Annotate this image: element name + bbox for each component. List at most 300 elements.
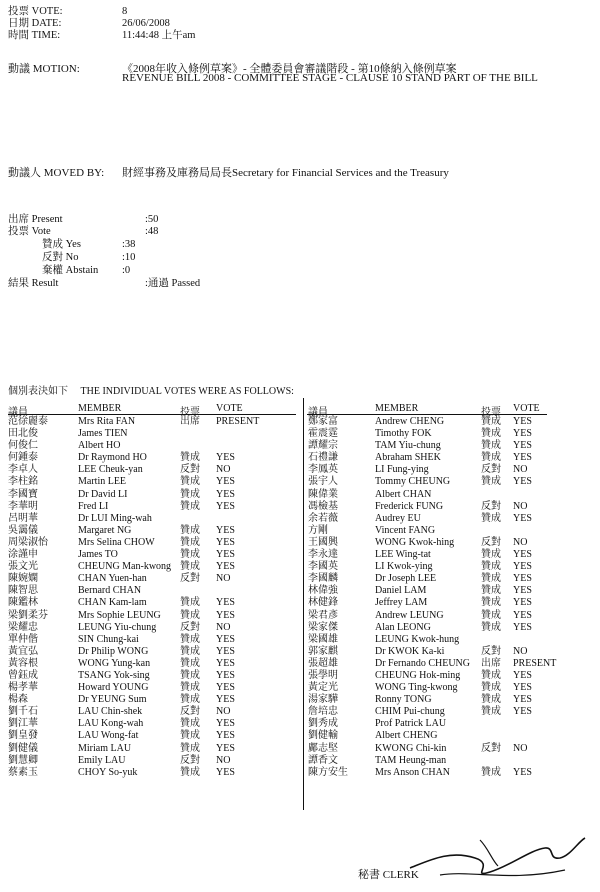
left-table-row	[8, 501, 298, 513]
right-table-row	[308, 440, 598, 452]
member-name-zh: 李國寶	[8, 488, 38, 500]
member-name-zh: 林健鋒	[308, 597, 338, 609]
vote-zh: 贊成	[481, 452, 501, 464]
member-name: CHEUNG Hok-ming	[375, 669, 461, 681]
member-name: Albert CHAN	[375, 488, 432, 500]
vote: YES	[513, 682, 532, 694]
right-table-row	[308, 610, 598, 622]
left-table-row	[8, 682, 298, 694]
vote-zh: 贊成	[481, 682, 501, 694]
member-name: LAU Kong-wah	[78, 718, 144, 730]
vote: PRESENT	[216, 416, 260, 427]
member-name-zh: 劉健儀	[8, 742, 38, 754]
member-name-zh: 何俊仁	[8, 440, 38, 452]
col-header-vote-zh: 投票	[180, 407, 200, 418]
vote: YES	[216, 669, 235, 681]
vote: YES	[513, 694, 532, 706]
member-name-zh: 何鍾泰	[8, 452, 38, 464]
vote: YES	[513, 585, 532, 597]
vote: NO	[513, 500, 528, 512]
left-table-row	[8, 489, 298, 501]
member-name: Tommy CHEUNG	[375, 476, 451, 488]
vote: YES	[216, 633, 235, 645]
vote: YES	[216, 766, 235, 778]
member-name-zh: 楊孝華	[8, 682, 38, 694]
vote: NO	[513, 464, 528, 476]
vote: YES	[216, 536, 235, 548]
left-table-row	[8, 755, 298, 767]
left-table-row	[8, 525, 298, 537]
vote-number-label: 投票 VOTE:	[8, 6, 63, 17]
vote-zh: 贊成	[481, 597, 501, 609]
member-name: LEE Cheuk-yan	[78, 464, 143, 476]
vote: NO	[513, 742, 528, 754]
vote-zh: 贊成	[180, 718, 200, 730]
member-name: Alan LEONG	[375, 621, 431, 633]
member-name: Dr Raymond HO	[78, 452, 147, 464]
right-table-row	[308, 622, 598, 634]
member-name-zh: 周梁淑怡	[8, 536, 48, 548]
vote-zh: 反對	[180, 464, 200, 476]
member-name-zh: 蔡素玉	[8, 766, 38, 778]
right-table-row	[308, 634, 598, 646]
member-name-zh: 王國興	[308, 536, 338, 548]
member-name: Howard YOUNG	[78, 682, 149, 694]
member-name: Dr KWOK Ka-ki	[375, 645, 445, 657]
member-name: LAU Wong-fat	[78, 730, 139, 742]
member-name-zh: 方剛	[308, 524, 328, 536]
col-header-vote: VOTE	[216, 403, 243, 414]
abstain-label: 棄權 Abstain	[42, 265, 99, 276]
vote-zh: 反對	[180, 621, 200, 633]
left-table-row	[8, 646, 298, 658]
member-name: TSANG Yok-sing	[78, 669, 150, 681]
member-name: TAM Yiu-chung	[375, 440, 441, 452]
vote: YES	[513, 452, 532, 464]
member-name: Dr David LI	[78, 488, 128, 500]
left-table-row	[8, 706, 298, 718]
vote: YES	[513, 609, 532, 621]
vote-zh: 贊成	[481, 585, 501, 597]
vote-zh: 反對	[180, 573, 200, 585]
member-name-zh: 李卓人	[8, 464, 38, 476]
no-label: 反對 No	[42, 252, 79, 263]
member-name: LI Kwok-ying	[375, 561, 433, 573]
vote: YES	[216, 561, 235, 573]
vote-zh: 反對	[481, 645, 501, 657]
table-header-rule-right	[307, 414, 547, 415]
vote: YES	[216, 694, 235, 706]
left-table-row	[8, 549, 298, 561]
member-name-zh: 單仲偕	[8, 633, 38, 645]
motion-title-en: REVENUE BILL 2008 - COMMITTEE STAGE - CLAUSE 10 STAND PART OF THE BILL	[122, 72, 538, 84]
vote-zh: 贊成	[180, 609, 200, 621]
member-name-zh: 張學明	[308, 669, 338, 681]
col-header-member-zh-right: 議員	[308, 407, 328, 418]
vote-zh: 贊成	[180, 524, 200, 536]
votes-table-right	[308, 416, 598, 779]
member-name: CHIM Pui-chung	[375, 706, 445, 718]
member-name-zh: 梁耀忠	[8, 621, 38, 633]
member-name: WONG Ting-kwong	[375, 682, 458, 694]
right-table-row	[308, 706, 598, 718]
vote: YES	[216, 718, 235, 730]
right-table-row	[308, 416, 598, 428]
member-name: CHEUNG Man-kwong	[78, 561, 172, 573]
member-name-zh: 陳方安生	[308, 766, 348, 778]
vote: YES	[216, 742, 235, 754]
vote: YES	[216, 488, 235, 500]
vote-zh: 贊成	[180, 633, 200, 645]
member-name-zh: 郭家麒	[308, 645, 338, 657]
left-table-row	[8, 743, 298, 755]
right-table-row	[308, 464, 598, 476]
member-name-zh: 李鳳英	[308, 464, 338, 476]
member-name-zh: 呂明華	[8, 512, 38, 524]
present-value: :50	[145, 214, 159, 225]
right-table-row	[308, 513, 598, 525]
member-name-zh: 劉健輸	[308, 730, 338, 742]
vote-zh: 贊成	[180, 657, 200, 669]
vote-zh: 贊成	[180, 476, 200, 488]
member-name-zh: 曾鈺成	[8, 669, 38, 681]
vote-zh: 贊成	[180, 488, 200, 500]
member-name: Albert HO	[78, 440, 121, 452]
result-label: 結果 Result	[8, 278, 59, 289]
member-name: Dr YEUNG Sum	[78, 694, 147, 706]
left-table-row	[8, 440, 298, 452]
vote-zh: 贊成	[481, 609, 501, 621]
vote-zh: 反對	[481, 742, 501, 754]
right-table-row	[308, 767, 598, 779]
right-table-row	[308, 501, 598, 513]
votes-table-left	[8, 416, 298, 779]
member-name: Vincent FANG	[375, 524, 436, 536]
date-value: 26/06/2008	[122, 18, 170, 29]
vote-zh: 贊成	[180, 536, 200, 548]
right-table-row	[308, 585, 598, 597]
member-name: Abraham SHEK	[375, 452, 441, 464]
member-name: Andrew LEUNG	[375, 609, 444, 621]
vote-count-label: 投票 Vote	[8, 226, 51, 237]
member-name-zh: 黃宜弘	[8, 645, 38, 657]
member-name-zh: 余若薇	[308, 512, 338, 524]
vote: YES	[216, 524, 235, 536]
vote-zh: 贊成	[481, 573, 501, 585]
vote-zh: 出席	[481, 657, 501, 669]
moved-by-label: 動議人 MOVED BY:	[8, 167, 105, 179]
vote: YES	[216, 730, 235, 742]
member-name-zh: 李國英	[308, 561, 338, 573]
member-name-zh: 譚耀宗	[308, 440, 338, 452]
right-table-row	[308, 646, 598, 658]
present-label: 出席 Present	[8, 214, 63, 225]
vote-zh: 贊成	[180, 669, 200, 681]
time-value: 11:44:48 上午am	[122, 30, 196, 41]
member-name: Fred LI	[78, 500, 109, 512]
vote-zh: 贊成	[180, 561, 200, 573]
vote: YES	[216, 645, 235, 657]
vote-zh: 贊成	[180, 742, 200, 754]
vote: NO	[216, 754, 231, 766]
left-table-row	[8, 597, 298, 609]
vote-number-value: 8	[122, 6, 128, 17]
member-name: Jeffrey LAM	[375, 597, 428, 609]
member-name: Mrs Sophie LEUNG	[78, 609, 161, 621]
member-name: Dr LUI Ming-wah	[78, 512, 152, 524]
vote: YES	[513, 561, 532, 573]
vote: YES	[216, 500, 235, 512]
member-name-zh: 劉江華	[8, 718, 38, 730]
member-name-zh: 陳偉業	[308, 488, 338, 500]
member-name: SIN Chung-kai	[78, 633, 139, 645]
member-name-zh: 梁家傑	[308, 621, 338, 633]
vote-zh: 反對	[180, 706, 200, 718]
member-name-zh: 詹培忠	[308, 706, 338, 718]
member-name-zh: 鄭家富	[308, 416, 338, 427]
vote: YES	[513, 621, 532, 633]
member-name: Albert CHENG	[375, 730, 438, 742]
vote-zh: 贊成	[481, 561, 501, 573]
vote: YES	[513, 573, 532, 585]
left-table-row	[8, 718, 298, 730]
right-table-row	[308, 755, 598, 767]
vote-zh: 贊成	[481, 766, 501, 778]
table-column-divider	[303, 398, 304, 810]
member-name-zh: 黃定光	[308, 682, 338, 694]
member-name: Martin LEE	[78, 476, 127, 488]
vote-zh: 贊成	[180, 597, 200, 609]
member-name-zh: 劉慧卿	[8, 754, 38, 766]
vote: YES	[216, 609, 235, 621]
member-name: James TIEN	[78, 428, 128, 440]
left-table-row	[8, 730, 298, 742]
right-table-row	[308, 525, 598, 537]
member-name: WONG Kwok-hing	[375, 536, 455, 548]
right-table-row	[308, 573, 598, 585]
left-table-row	[8, 670, 298, 682]
vote-zh: 贊成	[481, 416, 501, 427]
left-table-row	[8, 658, 298, 670]
member-name-zh: 陳婉嫻	[8, 573, 38, 585]
member-name: LAU Chin-shek	[78, 706, 143, 718]
member-name: Ronny TONG	[375, 694, 432, 706]
vote: YES	[513, 440, 532, 452]
member-name-zh: 鄺志堅	[308, 742, 338, 754]
right-table-row	[308, 694, 598, 706]
member-name: LEUNG Kwok-hung	[375, 633, 460, 645]
left-table-row	[8, 428, 298, 440]
left-table-row	[8, 513, 298, 525]
right-table-row	[308, 428, 598, 440]
right-table-row	[308, 597, 598, 609]
col-header-member-right: MEMBER	[375, 403, 419, 414]
member-name: CHAN Yuen-han	[78, 573, 147, 585]
result-value: :通過 Passed	[145, 278, 201, 289]
right-table-row	[308, 682, 598, 694]
vote-zh: 贊成	[180, 549, 200, 561]
left-table-row	[8, 610, 298, 622]
left-table-row	[8, 537, 298, 549]
right-table-row	[308, 670, 598, 682]
yes-label: 贊成 Yes	[42, 239, 81, 250]
vote-zh: 贊成	[481, 669, 501, 681]
member-name-zh: 李國麟	[308, 573, 338, 585]
member-name: Margaret NG	[78, 524, 132, 536]
vote: NO	[513, 536, 528, 548]
member-name-zh: 梁國雄	[308, 633, 338, 645]
vote: NO	[216, 464, 231, 476]
vote: YES	[513, 512, 532, 524]
vote-zh: 反對	[481, 464, 501, 476]
motion-label: 動議 MOTION:	[8, 63, 80, 75]
right-table-row	[308, 489, 598, 501]
vote: YES	[216, 452, 235, 464]
member-name-zh: 黃容根	[8, 657, 38, 669]
member-name: Prof Patrick LAU	[375, 718, 447, 730]
member-name: Frederick FUNG	[375, 500, 444, 512]
vote-zh: 贊成	[180, 645, 200, 657]
vote: YES	[216, 597, 235, 609]
member-name-zh: 楊森	[8, 694, 28, 706]
right-table-row	[308, 549, 598, 561]
member-name-zh: 李柱銘	[8, 476, 38, 488]
member-name-zh: 林偉強	[308, 585, 338, 597]
vote: YES	[513, 597, 532, 609]
left-table-row	[8, 622, 298, 634]
vote-zh: 贊成	[481, 694, 501, 706]
member-name-zh: 陳智思	[8, 585, 38, 597]
member-name-zh: 霍震霆	[308, 428, 338, 440]
left-table-row	[8, 573, 298, 585]
vote-zh: 贊成	[180, 452, 200, 464]
individual-votes-title: 個別表決如下 THE INDIVIDUAL VOTES WERE AS FOLLOWS:	[8, 386, 294, 397]
vote-zh: 反對	[481, 500, 501, 512]
right-table-row	[308, 561, 598, 573]
member-name: LI Fung-ying	[375, 464, 429, 476]
vote-zh: 贊成	[481, 428, 501, 440]
member-name: KWONG Chi-kin	[375, 742, 447, 754]
right-table-row	[308, 476, 598, 488]
right-table-row	[308, 718, 598, 730]
col-header-vote-zh-right: 投票	[481, 407, 501, 418]
left-table-row	[8, 694, 298, 706]
vote-zh: 贊成	[180, 682, 200, 694]
vote-zh: 贊成	[180, 694, 200, 706]
vote-zh: 贊成	[180, 730, 200, 742]
vote-zh: 反對	[481, 536, 501, 548]
vote-zh: 贊成	[481, 549, 501, 561]
member-name-zh: 梁劉柔芬	[8, 609, 48, 621]
left-table-row	[8, 561, 298, 573]
left-table-row	[8, 634, 298, 646]
vote-zh: 贊成	[481, 512, 501, 524]
vote: NO	[216, 706, 231, 718]
member-name: CHOY So-yuk	[78, 766, 138, 778]
time-label: 時間 TIME:	[8, 30, 61, 41]
member-name: Mrs Selina CHOW	[78, 536, 155, 548]
vote: NO	[216, 573, 231, 585]
left-table-row	[8, 452, 298, 464]
motion-title-zh: 《2008年收入條例草案》- 全體委員會審議階段 - 第10條納入條例草案	[122, 63, 457, 75]
vote-zh: 贊成	[481, 621, 501, 633]
member-name: TAM Heung-man	[375, 754, 447, 766]
member-name-zh: 吳靄儀	[8, 524, 38, 536]
vote-zh: 出席	[180, 416, 200, 427]
member-name-zh: 梁君彥	[308, 609, 338, 621]
left-table-row	[8, 416, 298, 428]
member-name-zh: 田北俊	[8, 428, 38, 440]
vote: YES	[513, 549, 532, 561]
member-name: Mrs Anson CHAN	[375, 766, 451, 778]
right-table-row	[308, 743, 598, 755]
member-name: Dr Fernando CHEUNG	[375, 657, 470, 669]
col-header-member-zh: 議員	[8, 407, 28, 418]
right-table-row	[308, 658, 598, 670]
member-name-zh: 陳鑑林	[8, 597, 38, 609]
member-name-zh: 劉千石	[8, 706, 38, 718]
member-name: Mrs Rita FAN	[78, 416, 136, 427]
abstain-value: :0	[122, 265, 131, 276]
vote-zh: 贊成	[481, 440, 501, 452]
vote-count-value: :48	[145, 226, 159, 237]
vote-zh: 贊成	[180, 500, 200, 512]
member-name: Dr Philip WONG	[78, 645, 149, 657]
member-name: WONG Yung-kan	[78, 657, 151, 669]
left-table-row	[8, 767, 298, 779]
member-name-zh: 張超雄	[308, 657, 338, 669]
right-table-row	[308, 537, 598, 549]
member-name-zh: 石禮謙	[308, 452, 338, 464]
member-name: Bernard CHAN	[78, 585, 142, 597]
vote: YES	[216, 549, 235, 561]
member-name-zh: 張宇人	[308, 476, 338, 488]
vote: YES	[216, 682, 235, 694]
member-name-zh: 譚香文	[308, 754, 338, 766]
vote-zh: 贊成	[481, 706, 501, 718]
vote: YES	[513, 476, 532, 488]
vote: NO	[513, 645, 528, 657]
vote: YES	[513, 766, 532, 778]
member-name: Timothy FOK	[375, 428, 432, 440]
no-value: :10	[122, 252, 136, 263]
vote: YES	[513, 706, 532, 718]
vote: NO	[216, 621, 231, 633]
vote: YES	[513, 669, 532, 681]
vote: YES	[513, 416, 532, 427]
member-name: LEUNG Yiu-chung	[78, 621, 157, 633]
right-table-row	[308, 452, 598, 464]
member-name-zh: 范徐麗泰	[8, 416, 48, 427]
member-name-zh: 張文光	[8, 561, 38, 573]
member-name: James TO	[78, 549, 118, 561]
vote: PRESENT	[513, 657, 557, 669]
vote-zh: 贊成	[180, 766, 200, 778]
vote: YES	[513, 428, 532, 440]
member-name: LEE Wing-tat	[375, 549, 431, 561]
table-header-rule-left	[8, 414, 296, 415]
vote: YES	[216, 657, 235, 669]
col-header-vote-right: VOTE	[513, 403, 540, 414]
member-name: Daniel LAM	[375, 585, 427, 597]
member-name: Emily LAU	[78, 754, 126, 766]
vote: YES	[216, 476, 235, 488]
clerk-label: 秘書 CLERK	[358, 869, 419, 881]
member-name-zh: 劉秀成	[308, 718, 338, 730]
member-name-zh: 馮檢基	[308, 500, 338, 512]
member-name-zh: 李華明	[8, 500, 38, 512]
left-table-row	[8, 476, 298, 488]
